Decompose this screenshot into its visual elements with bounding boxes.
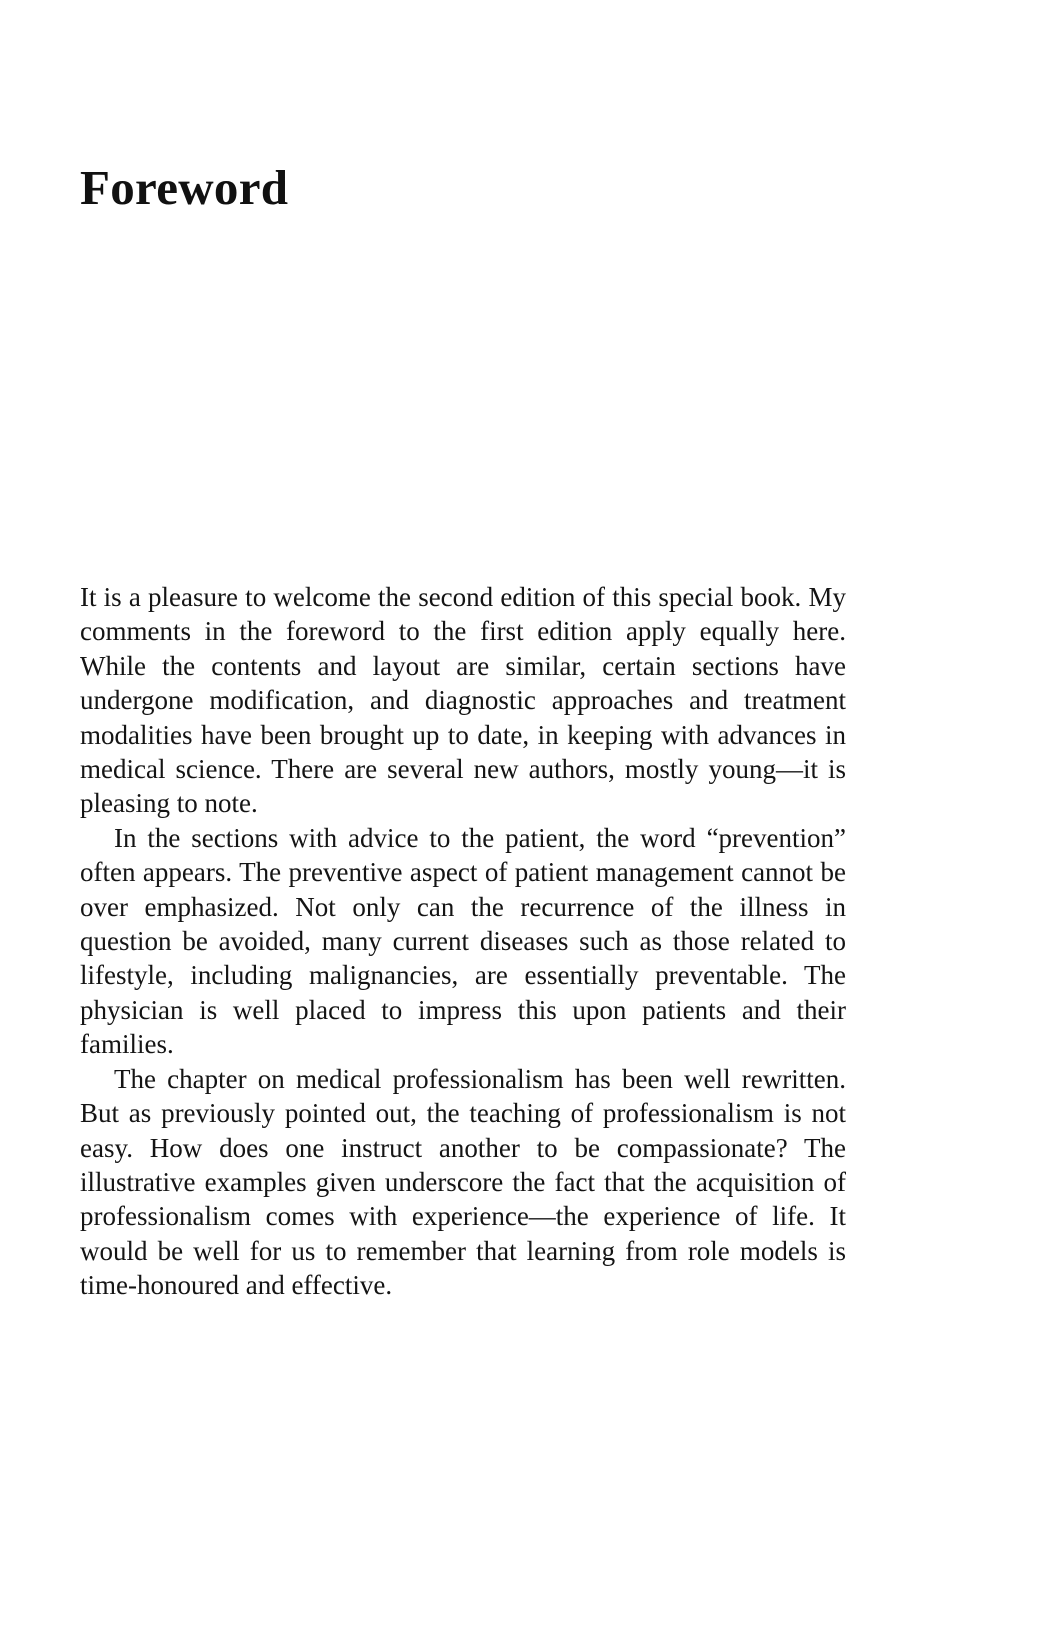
paragraph-3: The chapter on medical professionalism has been well rewritten. But as previously pointed out, the teaching of professionalism is not easy. How does one instruct another to be compassionate? The illustrative examples given underscore the fact that the acquisition of professionalism comes with experience—the experience of life. It would be well for us to remember that learning from role models is time-honoured and effective.: [80, 1063, 846, 1301]
chapter-heading: Foreword: [80, 160, 289, 215]
paragraph-1: It is a pleasure to welcome the second edition of this special book. My comments in the foreword to the first edition apply equally here. While the contents and layout are similar, certain sections have undergone modification, and diagnostic approaches and treatment modalities have been brought up to date, in keeping with advances in medical science. There are several new authors, mostly young—it is pleasing to note.: [80, 582, 846, 819]
paragraph-2: In the sections with advice to the patient, the word “prevention” often appears. The preventive aspect of patient management cannot be over emphasized. Not only can the recurrence of the illness in question be avoided, many current diseases such as those related to lifestyle, including malignancies, are essentially preventable. The physician is well placed to impress this upon patients and their families.: [80, 822, 846, 1060]
foreword-body: [80, 580, 846, 1303]
